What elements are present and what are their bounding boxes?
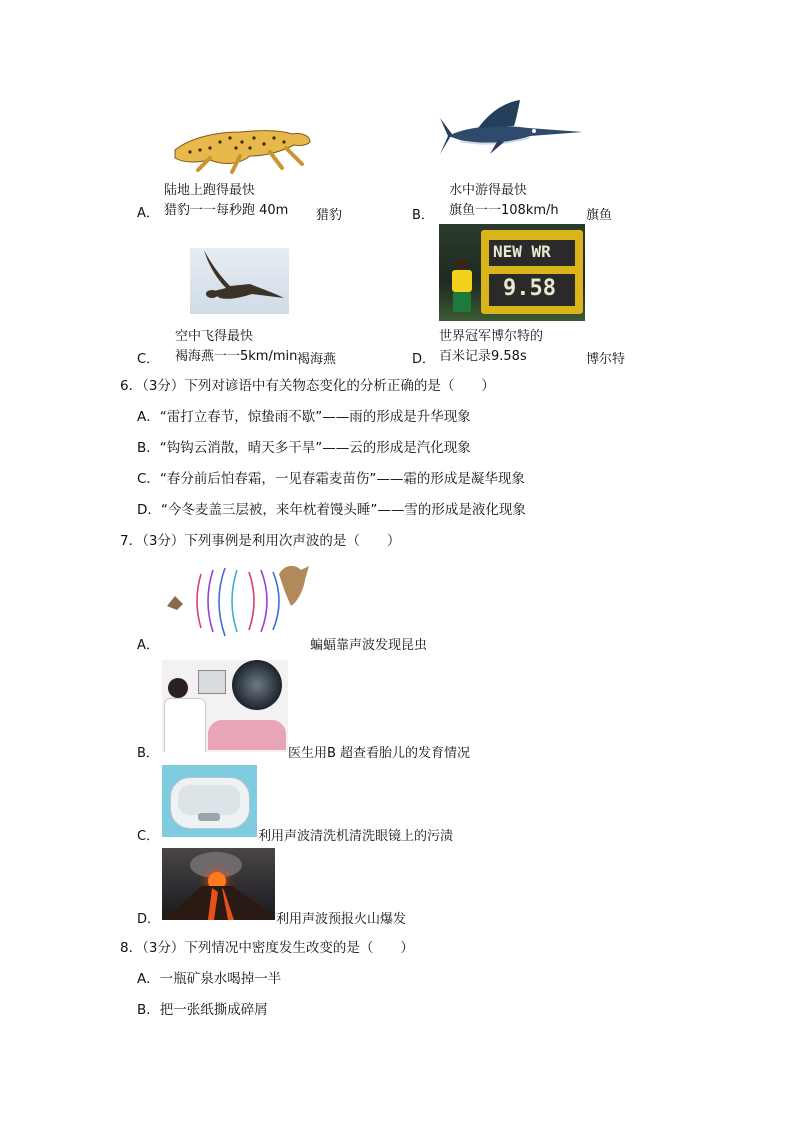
q6-stem: 6．（3分）下列对谚语中有关物态变化的分析正确的是（ ） xyxy=(120,378,495,394)
volcano-eruption-image xyxy=(162,848,275,920)
q5-a-letter: A． xyxy=(137,206,159,221)
q5-d-line1: 世界冠军博尔特的 xyxy=(439,329,544,344)
q6-option-d: D．“今冬麦盖三层被，来年枕着馒头睡”——雪的形成是液化现象 xyxy=(137,502,526,518)
ultrasonic-cleaner-image xyxy=(162,765,257,837)
scoreboard-bottom-text: 9.58 xyxy=(503,276,556,301)
sailfish-image xyxy=(438,98,586,164)
bolt-scoreboard-image xyxy=(439,224,585,321)
scoreboard-top-panel xyxy=(489,240,575,266)
q7-stem: 7．（3分）下列事例是利用次声波的是（ ） xyxy=(120,533,401,549)
q6-option-b: B．“钩钩云消散，晴天多干旱”——云的形成是汽化现象 xyxy=(137,440,471,456)
q5-d-letter: D． xyxy=(412,352,436,367)
q8-option-b: B．把一张纸撕成碎屑 xyxy=(137,1002,268,1018)
q7-d-caption: 利用声波预报火山爆发 xyxy=(276,912,407,927)
q6-option-c: C．“春分前后怕春霜，一见春霜麦苗伤”——霜的形成是凝华现象 xyxy=(137,471,525,487)
q5-d-line2: 百米记录9.58s xyxy=(439,349,527,364)
q8-stem: 8．（3分）下列情况中密度发生改变的是（ ） xyxy=(120,940,414,956)
q5-b-name: 旗鱼 xyxy=(586,208,613,223)
athlete-figure xyxy=(449,258,475,314)
q5-d-name: 博尔特 xyxy=(586,352,626,367)
q7-c-letter: C． xyxy=(137,829,160,844)
q6-option-a: A．“雷打立春节，惊蛰雨不歇”——雨的形成是升华现象 xyxy=(137,409,471,425)
q5-a-line2: 猎豹一一每秒跑 40m xyxy=(164,203,289,218)
q5-b-letter: B． xyxy=(412,208,434,223)
q7-c-caption: 利用声波清洗机清洗眼镜上的污渍 xyxy=(258,829,454,844)
q5-b-line1: 水中游得最快 xyxy=(449,183,528,198)
scoreboard-bottom-panel xyxy=(489,274,575,306)
q8-option-a: A．一瓶矿泉水喝掉一半 xyxy=(137,971,282,987)
q5-a-line1: 陆地上跑得最快 xyxy=(164,183,256,198)
q7-b-caption: 医生用B 超查看胎儿的发育情况 xyxy=(288,746,471,761)
q5-c-name: 褐海燕 xyxy=(297,352,337,367)
swift-bird-image xyxy=(190,248,289,314)
q7-a-letter: A． xyxy=(137,638,159,653)
scoreboard xyxy=(481,230,583,314)
q7-a-caption: 蝙蝠靠声波发现昆虫 xyxy=(310,638,428,653)
q5-a-name: 猎豹 xyxy=(316,208,343,223)
ultrasound-exam-image xyxy=(162,660,288,752)
q7-b-letter: B． xyxy=(137,746,159,761)
q7-d-letter: D． xyxy=(137,912,161,927)
scoreboard-top-text: NEW WR xyxy=(493,242,551,261)
q5-b-line2: 旗鱼一一108km/h xyxy=(449,203,559,218)
bat-sound-waves-image xyxy=(163,562,313,640)
cheetah-image xyxy=(170,120,315,175)
q5-c-line2: 褐海燕一一5km/min xyxy=(175,349,298,364)
q5-c-line1: 空中飞得最快 xyxy=(175,329,254,344)
q5-c-letter: C． xyxy=(137,352,160,367)
